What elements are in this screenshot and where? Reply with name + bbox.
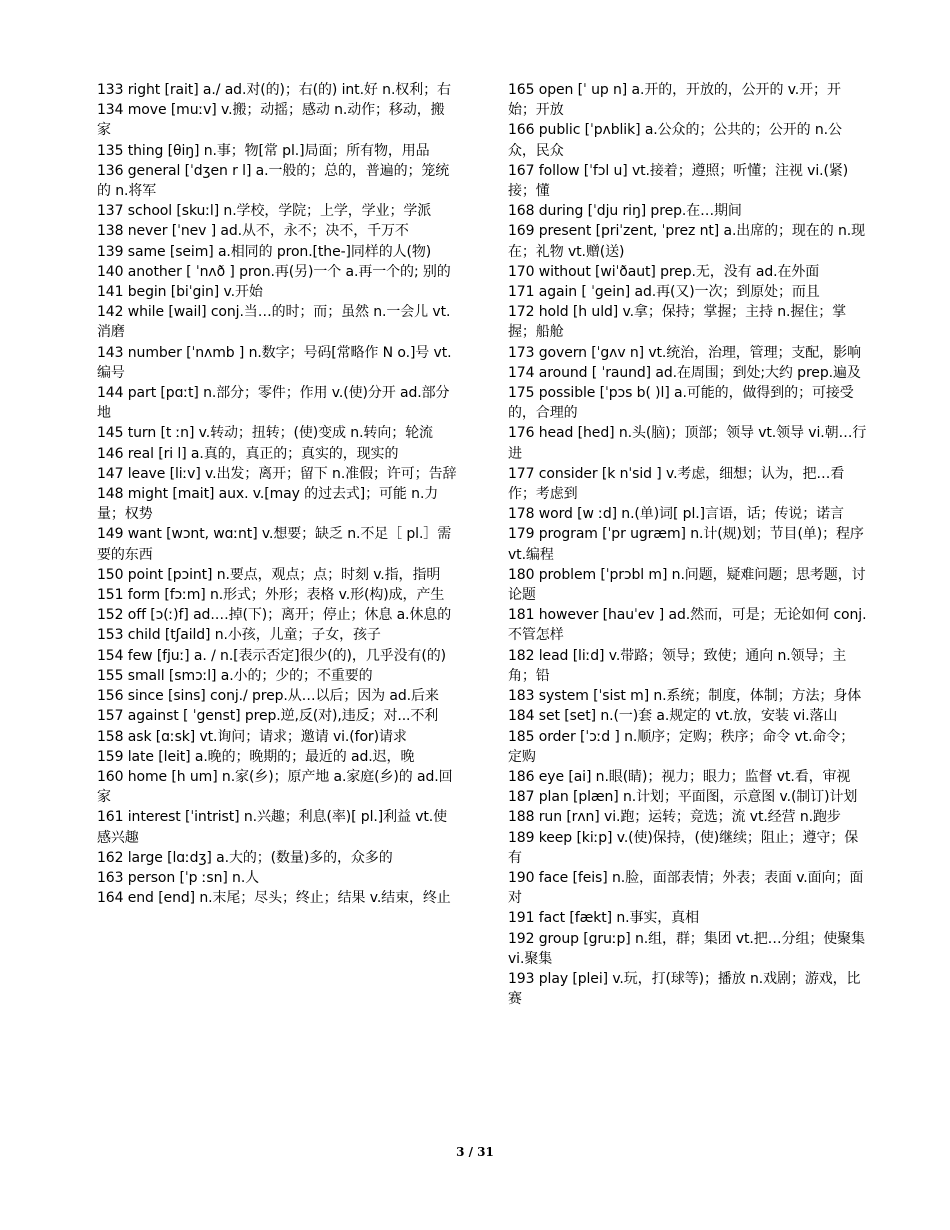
vocab-entry: 134 move [muːv] v.搬；动摇；感动 n.动作；移动，搬家 (97, 102, 445, 139)
vocab-entry: 189 keep [kiːp] v.(使)保持，(使)继续；阻止；遵守；保有 (508, 829, 859, 866)
vocab-entry: 133 right [rait] a./ ad.对(的)；右(的) int.好 n.权利；右 (97, 82, 451, 98)
right-column (508, 80, 868, 1009)
vocab-entry: 170 without [wiˈðaut] prep.无，没有 ad.在外面 (508, 263, 820, 280)
vocab-entry: 151 form [fɔːm] n.形式；外形；表格 v.形(构)成，产生 (97, 587, 445, 604)
vocab-entry: 153 child [tʃaild] n.小孩，儿童；子女，孩子 (97, 627, 381, 644)
vocab-entry: 187 plan [plæn] n.计划；平面图，示意图 v.(制订)计划 (508, 789, 858, 806)
vocab-entry: 143 number [ˈnʌmb ] n.数字；号码[常略作 N o.]号 vt.编号 (97, 344, 452, 381)
vocab-entry: 163 person [ˈp ːsn] n.人 (97, 869, 260, 886)
vocab-entry: 176 head [hed] n.头(脑)；顶部；领导 vt.领导 vi.朝…行进 (508, 425, 867, 462)
vocab-entry: 141 begin [biˈgin] v.开始 (97, 284, 263, 301)
vocab-entry: 139 same [seim] a.相同的 pron.[the-]同样的人(物) (97, 243, 432, 260)
vocab-entry: 165 open [ˈ up n] a.开的，开放的，公开的 v.开；开始；开放 (508, 82, 841, 119)
vocab-entry: 156 since [sins] conj./ prep.从…以后；因为 ad.后来 (97, 688, 439, 705)
vocab-entry: 137 school [skuːl] n.学校，学院；上学，学业；学派 (97, 203, 432, 220)
vocab-entry: 193 play [plei] v.玩，打(球等)；播放 n.戏剧；游戏，比赛 (508, 970, 861, 1008)
vocab-entry: 154 few [fjuː] a. / n.[表示否定]很少(的)，几乎没有(的) (97, 647, 447, 664)
vocab-entry: 161 interest [ˈintrist] n.兴趣；利息(率)[ pl.]利益 vt.使感兴趣 (97, 809, 448, 846)
vocab-entry: 146 real [ri l] a.真的，真正的；真实的，现实的 (97, 445, 399, 462)
page-number: 3 / 31 (456, 1145, 494, 1159)
vocab-entry: 190 face [feis] n.脸，面部表情；外表；表面 v.面向；面对 (508, 869, 864, 907)
vocab-entry: 144 part [pɑːt] n.部分；零件；作用 v.(使)分开 ad.部分地 (97, 385, 450, 422)
vocab-entry: 159 late [leit] a.晚的；晚期的；最近的 ad.迟，晚 (97, 748, 415, 765)
vocab-entry: 158 ask [ɑːsk] vt.询问；请求；邀请 vi.(for)请求 (97, 728, 407, 745)
vocab-entry: 184 set [set] n.(一)套 a.规定的 vt.放，安装 vi.落山 (508, 708, 838, 725)
vocab-entry: 148 might [mait] aux. v.[may 的过去式]；可能 n.力量；权势 (97, 486, 439, 523)
vocab-entry: 152 off [ɔ(ː)f] ad.…掉(下)；离开；停止；休息 a.休息的 (97, 607, 452, 624)
vocab-entry: 181 however [hauˈev ] ad.然而，可是；无论如何 conj.不管怎样 (508, 607, 867, 644)
vocab-entry: 164 end [end] n.末尾；尽头；终止；结果 v.结束，终止 (97, 890, 451, 907)
vocab-entry: 140 another [ ˈnʌð ] pron.再(另)一个 a.再一个的; 别的 (97, 263, 451, 280)
vocab-entry: 177 consider [k nˈsid ] v.考虑，细想；认为，把…看作；考虑到 (508, 465, 845, 503)
vocab-entry: 178 word [w ːd] n.(单)词[ pl.]言语，话；传说；诺言 (508, 506, 844, 523)
vocab-entry: 174 around [ ˈraund] ad.在周围；到处;大约 prep.遍及 (508, 364, 861, 381)
vocab-entry: 162 large [lɑːdʒ] a.大的；(数量)多的，众多的 (97, 849, 393, 866)
vocab-entry: 188 run [rʌn] vi.跑；运转；竞选；流 vt.经营 n.跑步 (508, 809, 841, 826)
vocab-entry: 147 leave [liːv] v.出发；离开；留下 n.准假；许可；告辞 (97, 465, 457, 482)
vocab-entry: 167 follow [ˈfɔl u] vt.接着；遵照；听懂；注视 vi.(紧)接；懂 (508, 162, 849, 200)
vocab-entry: 168 during [ˈdju riŋ] prep.在…期间 (508, 203, 742, 220)
vocab-entry: 150 point [pɔint] n.要点，观点；点；时刻 v.指，指明 (97, 566, 441, 583)
vocab-entry: 173 govern [ˈgʌv n] vt.统治，治理，管理；支配，影响 (508, 344, 861, 361)
vocab-entry: 180 problem [ˈprɔbl m] n.问题，疑难问题；思考题，讨论题 (508, 566, 866, 604)
vocab-entry: 183 system [ˈsist m] n.系统；制度，体制；方法；身体 (508, 688, 862, 705)
vocab-entry: 145 turn [t ːn] v.转动；扭转；(使)变成 n.转向；轮流 (97, 425, 433, 442)
vocab-entry: 157 against [ ˈgenst] prep.逆,反(对),违反；对...不利 (97, 708, 439, 725)
vocab-entry: 172 hold [h uld] v.拿；保持；掌握；主持 n.握住；掌握；船舱 (508, 304, 847, 341)
vocab-entry: 149 want [wɔnt, wɑːnt] v.想要；缺乏 n.不足［ pl.］需要的东西 (97, 526, 452, 563)
vocab-entry: 185 order [ˈɔːd ] n.顺序；定购；秩序；命令 vt.命令；定购 (508, 728, 855, 765)
vocab-entry: 192 group [gruːp] n.组，群；集团 vt.把…分组；使聚集 vi.聚集 (508, 930, 865, 967)
vocab-entry: 169 present [priˈzent, ˈprez nt] a.出席的；现在的 n.现在；礼物 vt.赠(送) (508, 223, 865, 260)
vocab-entry: 191 fact [fækt] n.事实，真相 (508, 910, 699, 927)
vocab-entry: 160 home [h um] n.家(乡)；原产地 a.家庭(乡)的 ad.回家 (97, 768, 453, 806)
vocab-entry: 175 possible [ˈpɔs b( )l] a.可能的，做得到的；可接受的，合理的 (508, 385, 854, 422)
vocab-entry: 166 public [ˈpʌblik] a.公众的；公共的；公开的 n.公众，民众 (508, 122, 842, 159)
vocab-entry: 182 lead [liːd] v.带路；领导；致使；通向 n.领导；主角；铅 (508, 647, 847, 684)
vocab-entry: 142 while [wail] conj.当…的时；而；虽然 n.一会儿 vt.消磨 (97, 304, 451, 341)
vocab-entry: 186 eye [ai] n.眼(睛)；视力；眼力；监督 vt.看，审视 (508, 768, 851, 785)
vocab-entry: 136 general [ˈdʒen r l] a.一般的；总的，普遍的；笼统的 n.将军 (97, 162, 450, 200)
vocab-entry: 138 never [ˈnev ] ad.从不，永不；决不，千万不 (97, 223, 409, 240)
left-column (97, 80, 457, 908)
vocab-entry: 171 again [ ˈgein] ad.再(又)一次；到原处；而且 (508, 284, 820, 301)
vocab-entry: 135 thing [θiŋ] n.事；物[常 pl.]局面；所有物，用品 (97, 142, 430, 159)
vocab-entry: 155 small [smɔːl] a.小的；少的；不重要的 (97, 667, 373, 684)
vocab-entry: 179 program [ˈpr ugræm] n.计(规)划；节目(单)；程序 vt.编程 (508, 526, 864, 563)
